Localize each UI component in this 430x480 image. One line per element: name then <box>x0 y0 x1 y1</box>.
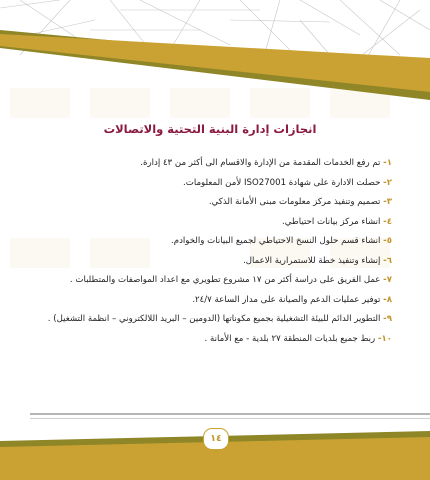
item-text: ربط جميع بلديات المنطقة ٢٧ بلدية - مع الأمانة . <box>204 333 378 344</box>
item-text: تصميم وتنفيذ مركز معلومات مبنى الأمانة الذكي. <box>208 197 384 207</box>
list-item <box>28 310 392 330</box>
list-item <box>28 330 392 350</box>
list-item <box>28 213 392 233</box>
list-item <box>28 252 392 272</box>
list-item <box>28 154 392 174</box>
item-number: ٣- <box>383 197 392 207</box>
achievements-list <box>28 154 392 349</box>
item-text: التطوير الدائم للبيئة التشغيلية بجميع مكوناتها (الدومين – البريد اللالكتروني – انظمة التشغيل) . <box>47 314 384 324</box>
item-number: ١- <box>383 158 392 168</box>
item-number: ٨- <box>383 294 392 305</box>
list-item <box>28 232 392 252</box>
item-text: تم رفع الخدمات المقدمة من الإدارة والاقسام الى أكثر من ٤٣ إدارة. <box>140 158 384 168</box>
item-text: إنشاء وتنفيذ خطة للاستمرارية الاعمال. <box>243 255 384 266</box>
item-text: حصلت الادارة على شهادة ISO27001 لأمن المعلومات. <box>183 177 384 188</box>
item-text: توفير عمليات الدعم والصيانة على مدار الساعة ٢٤/٧. <box>192 294 384 305</box>
page-title: انجازات إدارة البنية التحتية والاتصالات <box>103 122 317 136</box>
item-text: انشاء قسم حلول النسخ الاحتياطي لجميع البيانات والخوادم. <box>171 236 384 246</box>
item-number: ٧- <box>383 275 392 285</box>
list-item <box>28 291 392 311</box>
item-number: ٤- <box>383 216 392 227</box>
item-number: ٥- <box>383 236 392 246</box>
item-number: ٩- <box>383 314 392 324</box>
list-item <box>28 174 392 194</box>
item-number: ٢- <box>383 177 392 188</box>
header-decoration <box>0 0 430 110</box>
list-item <box>28 271 392 291</box>
page-number: ١٤ <box>203 428 229 450</box>
item-text: انشاء مركز بيانات احتياطي. <box>282 216 384 227</box>
list-item <box>28 193 392 213</box>
item-text: عمل الفريق على دراسة أكثر من ١٧ مشروع تطويري مع اعداد المواصفات والمتطلبات . <box>69 275 384 285</box>
item-number: ٦- <box>383 255 392 266</box>
item-number: ١٠- <box>377 333 392 344</box>
